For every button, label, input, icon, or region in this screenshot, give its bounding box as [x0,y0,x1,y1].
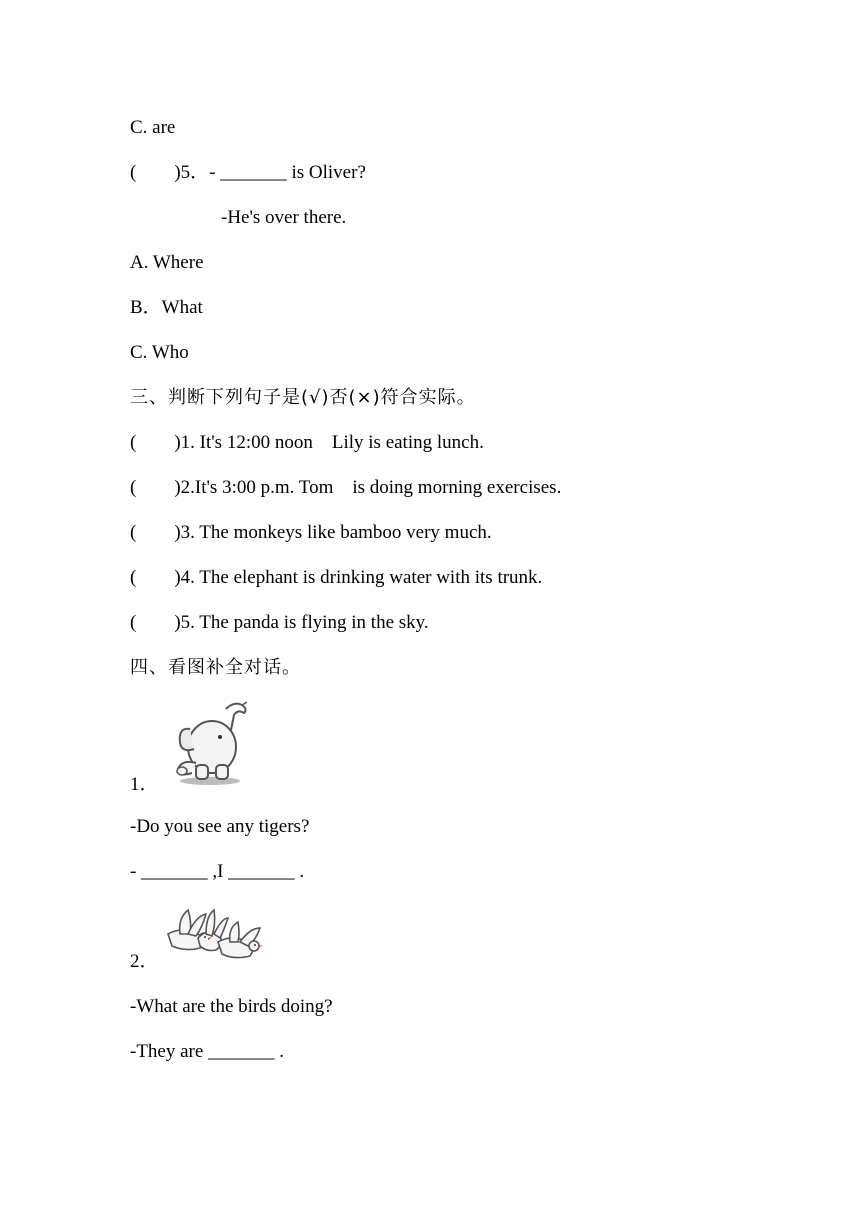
picture-question-1-number: 1． [130,774,159,795]
judge-item-4: ( )4. The elephant is drinking water with its trunk. [130,567,543,588]
judge-item-1: ( )1. It's 12:00 noon Lily is eating lunch. [130,432,484,453]
flying-birds-illustration [162,904,268,964]
section-four-heading: 四、看图补全对话。 [130,657,301,678]
section-three-heading: 三、判断下列句子是(√)否(×)符合实际。 [130,387,476,408]
picture-question-1-answer: - _______ ,I _______ . [130,861,305,882]
picture-question-2-number: 2． [130,951,159,972]
picture-question-1-ask: -Do you see any tigers? [130,816,310,837]
judge-item-5: ( )5. The panda is flying in the sky. [130,612,429,633]
option-c-are: C. are [130,117,176,138]
question-5-stem: ( )5．- _______ is Oliver? [130,162,366,183]
option-c: C. Who [130,342,189,363]
picture-question-2-answer: -They are _______ . [130,1041,285,1062]
option-a: A. Where [130,252,204,273]
elephant-illustration [168,697,252,787]
question-5-reply: -He's over there. [221,207,347,228]
judge-item-3: ( )3. The monkeys like bamboo very much. [130,522,492,543]
option-b: B．What [130,297,203,318]
picture-question-2-ask: -What are the birds doing? [130,996,333,1017]
judge-item-2: ( )2.It's 3:00 p.m. Tom is doing morning exercises. [130,477,562,498]
